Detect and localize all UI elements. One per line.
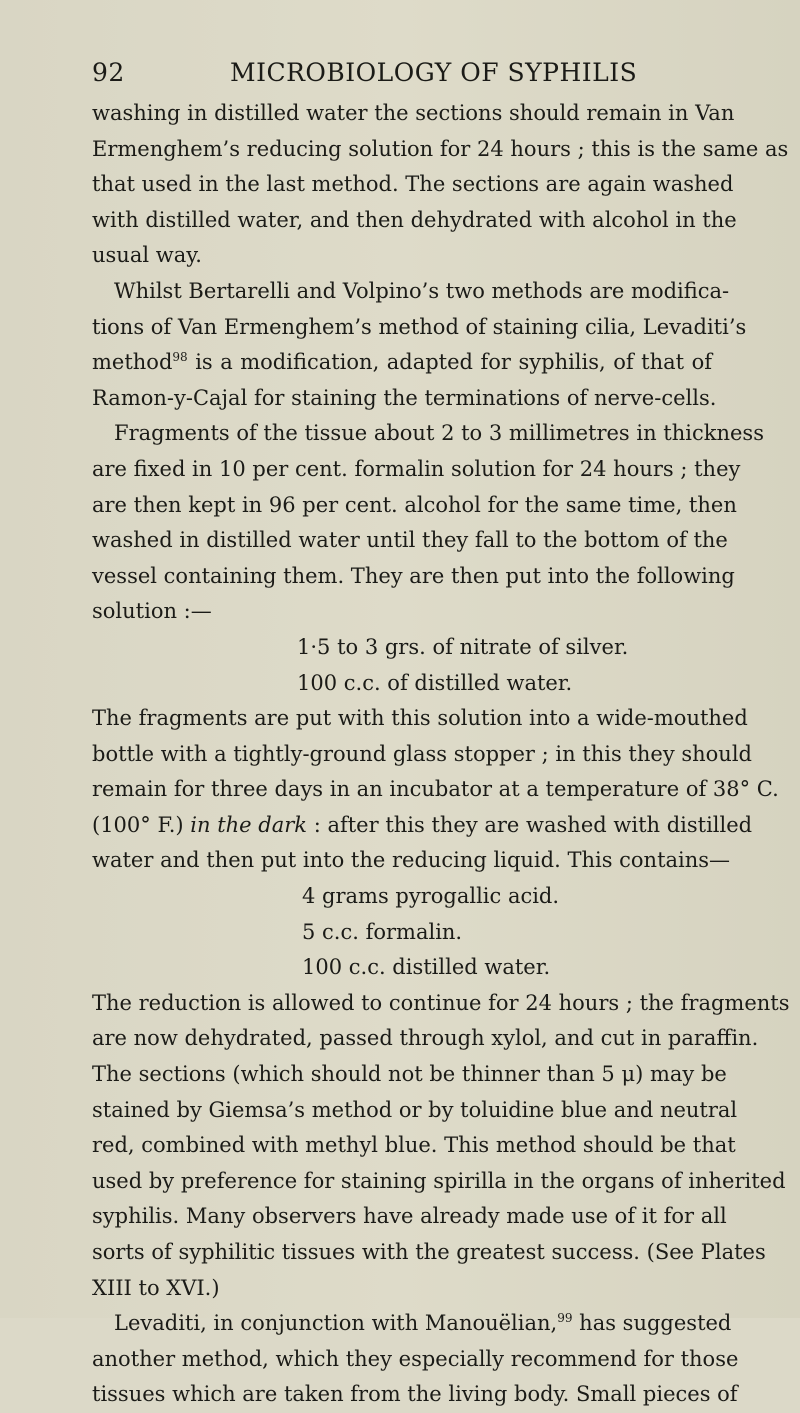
text-line: red, combined with methyl blue. This method should be that (92, 1133, 736, 1158)
recipe-line: 1·5 to 3 grs. of nitrate of silver. (297, 634, 629, 659)
text-line: another method, which they especially recommend for those (92, 1346, 739, 1371)
text-line: The fragments are put with this solution into a wide-mouthed (92, 706, 748, 731)
text-line: Ramon-y-Cajal for staining the terminations of nerve-cells. (92, 385, 717, 410)
text-line: sorts of syphilitic tissues with the greatest success. (See Plates (92, 1240, 766, 1264)
text-line: remain for three days in an incubator at a temperature of 38° C. (92, 777, 779, 802)
text-line: stained by Giemsa’s method or by toluidine blue and neutral (92, 1097, 738, 1122)
text-line: with distilled water, and then dehydrated with alcohol in the (92, 207, 737, 232)
text-line: are then kept in 96 per cent. alcohol for the same time, then (92, 492, 737, 517)
text-line: are now dehydrated, passed through xylol, and cut in paraffin. (92, 1026, 759, 1051)
text-line: usual way. (92, 243, 202, 268)
text-line: syphilis. Many observers have already made use of it for all (92, 1204, 727, 1229)
text-line: washing in distilled water the sections should remain in Van (92, 101, 735, 125)
text-line: Ermenghem’s reducing solution for 24 hours ; this is the same as (92, 136, 789, 161)
text-line: vessel containing them. They are then put into the following (92, 563, 735, 588)
page-number: 92 (92, 58, 125, 87)
text-line: The sections (which should not be thinner than 5 μ) may be (92, 1062, 727, 1087)
recipe-line: 5 c.c. formalin. (302, 919, 463, 944)
text-line: washed in distilled water until they fall to the bottom of the (92, 528, 728, 553)
recipe-line: 4 grams pyrogallic acid. (302, 884, 560, 909)
recipe-line: 100 c.c. distilled water. (302, 955, 551, 980)
recipe-line: 100 c.c. of distilled water. (297, 670, 573, 695)
text-line: solution :— (92, 599, 212, 624)
footnote-ref: 98 (172, 350, 188, 365)
text-line: method$^{98}$ is a modification, adapted for syphilis, of that of (92, 350, 712, 375)
footnote-ref: 99 (557, 1311, 573, 1326)
text-line: Fragments of the tissue about 2 to 3 millimetres in thickness (114, 421, 764, 446)
body-text (92, 96, 790, 1413)
text-line: tissues which are taken from the living body. Small pieces of (92, 1382, 738, 1407)
text-line: The reduction is allowed to continue for 24 hours ; the fragments (92, 990, 790, 1015)
text-line: tions of Van Ermenghem’s method of staining cilia, Levaditi’s (92, 314, 747, 339)
text-line: bottle with a tightly-ground glass stopper ; in this they should (92, 741, 752, 766)
text-line: Whilst Bertarelli and Volpino’s two methods are modifica- (114, 278, 730, 303)
text-line: used by preference for staining spirilla in the organs of inherited (92, 1168, 786, 1193)
text-line: XIII to XVI.) (92, 1275, 220, 1300)
text-line: are fixed in 10 per cent. formalin solution for 24 hours ; they (92, 456, 741, 481)
text-line: that used in the last method. The sections are again washed (92, 172, 734, 197)
running-title: MICROBIOLOGY OF SYPHILIS (230, 58, 638, 87)
text-line: Levaditi, in conjunction with Manouëlian,$^{99}$ has suggested (114, 1311, 732, 1336)
text-line: water and then put into the reducing liquid. This contains— (92, 848, 731, 873)
text-line: (100° F.) in the dark : after this they are washed with distilled (92, 812, 753, 837)
